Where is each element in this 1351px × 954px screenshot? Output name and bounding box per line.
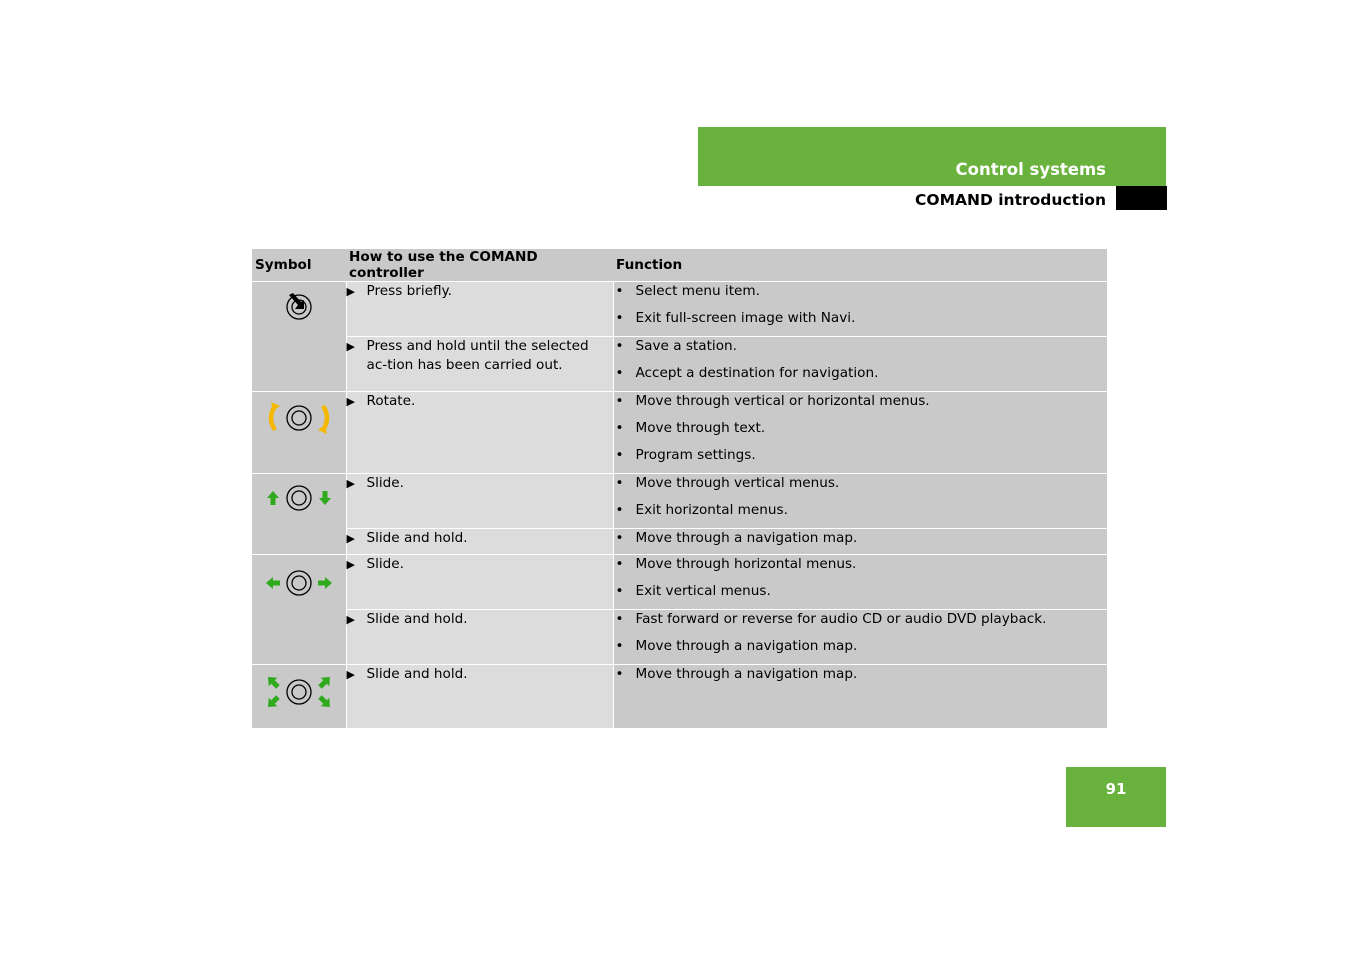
- press-icon: [284, 292, 314, 322]
- page-number: 91: [1105, 780, 1127, 798]
- table-row: [252, 282, 1107, 337]
- list-item: • Move through vertical menus.: [615, 475, 840, 491]
- list-item: • Exit vertical menus.: [615, 583, 771, 599]
- section-title: Control systems: [955, 160, 1106, 179]
- table-row: [252, 392, 1107, 474]
- table-row: [252, 529, 1107, 555]
- step-arrow-icon: ▶: [346, 285, 355, 298]
- rotate-icon: [266, 402, 332, 434]
- list-item: • Exit full-screen image with Navi.: [615, 310, 856, 326]
- step-arrow-icon: ▶: [346, 477, 355, 490]
- table-row: [252, 474, 1107, 529]
- list-item: • Fast forward or reverse for audio CD or audio DVD playback.: [615, 611, 1047, 627]
- column-header-how: How to use the COMAND controller: [346, 249, 613, 282]
- action-cell: ▶ Slide.: [346, 555, 613, 610]
- action-cell: ▶ Slide and hold.: [346, 610, 613, 665]
- list-item: • Move through horizontal menus.: [615, 556, 857, 572]
- action-cell: ▶ Press briefly.: [346, 282, 613, 337]
- step-arrow-icon: ▶: [346, 558, 355, 571]
- action-cell: ▶ Rotate.: [346, 392, 613, 474]
- list-item: • Move through a navigation map.: [615, 666, 858, 682]
- column-header-function: Function: [613, 249, 1107, 282]
- slide-vertical-icon: [266, 484, 332, 512]
- symbol-cell: [252, 665, 346, 729]
- function-cell: [613, 337, 1107, 392]
- action-cell: ▶ Slide.: [346, 474, 613, 529]
- function-cell: [613, 529, 1107, 555]
- page-number-box: [1066, 767, 1166, 827]
- list-item: • Move through text.: [615, 420, 766, 436]
- list-item: • Move through a navigation map.: [615, 638, 858, 654]
- table-row: [252, 337, 1107, 392]
- step-arrow-icon: ▶: [346, 395, 355, 408]
- symbol-cell: [252, 392, 346, 474]
- table-header-row: [252, 249, 1107, 282]
- list-item: • Accept a destination for navigation.: [615, 365, 879, 381]
- table-row: [252, 555, 1107, 610]
- table-row: [252, 665, 1107, 729]
- step-arrow-icon: ▶: [346, 668, 355, 681]
- slide-diagonal-icon: [266, 675, 332, 709]
- column-header-symbol: Symbol: [252, 249, 346, 282]
- step-arrow-icon: ▶: [346, 613, 355, 626]
- action-cell: ▶ Press and hold until the selected ac-tion has been carried out.: [346, 337, 613, 392]
- list-item: • Exit horizontal menus.: [615, 502, 788, 518]
- action-cell: ▶ Slide and hold.: [346, 529, 613, 555]
- symbol-cell: [252, 555, 346, 665]
- action-cell: ▶ Slide and hold.: [346, 665, 613, 729]
- list-item: • Save a station.: [615, 338, 737, 354]
- list-item: • Select menu item.: [615, 283, 760, 299]
- slide-horizontal-icon: [266, 569, 332, 597]
- symbol-cell: [252, 282, 346, 392]
- step-arrow-icon: ▶: [346, 532, 355, 545]
- list-item: • Move through a navigation map.: [615, 530, 858, 546]
- function-cell: [613, 474, 1107, 529]
- function-cell: [613, 392, 1107, 474]
- function-cell: [613, 555, 1107, 610]
- step-arrow-icon: ▶: [346, 340, 355, 353]
- subsection-title: COMAND introduction: [915, 191, 1106, 209]
- list-item: • Program settings.: [615, 447, 756, 463]
- table-row: [252, 610, 1107, 665]
- function-cell: [613, 665, 1107, 729]
- function-cell: [613, 610, 1107, 665]
- symbol-cell: [252, 474, 346, 555]
- function-cell: [613, 282, 1107, 337]
- list-item: • Move through vertical or horizontal menus.: [615, 393, 930, 409]
- controller-table: [252, 249, 1107, 729]
- section-tab-marker: [1116, 186, 1167, 210]
